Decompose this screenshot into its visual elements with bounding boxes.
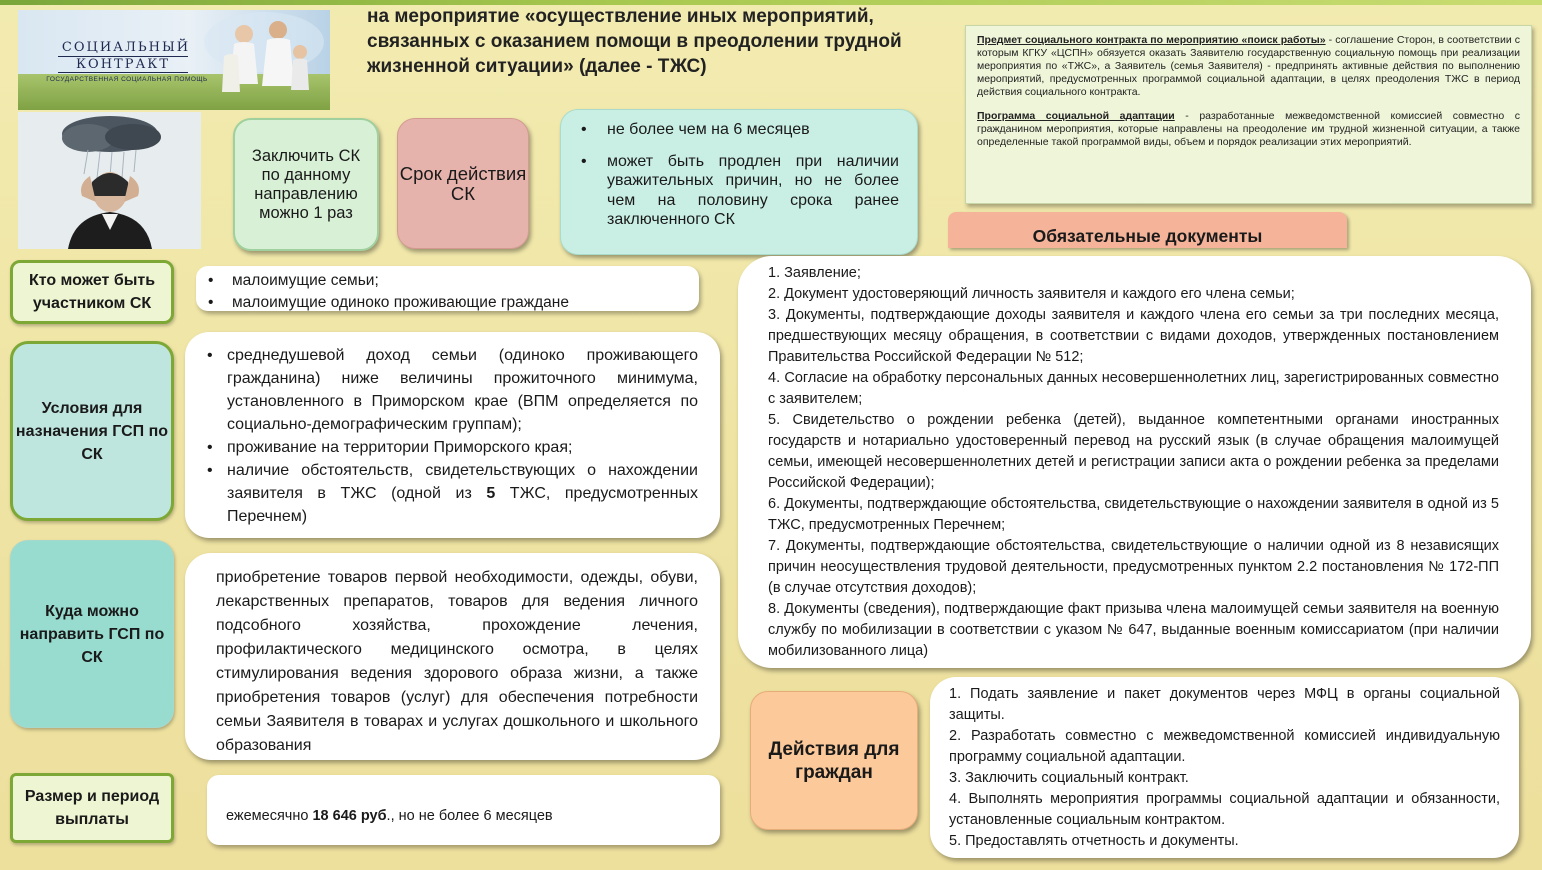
condition-item: • среднедушевой доход семьи (одиноко проживающего гражданина) ниже величины прожиточного минимума, установленного в Приморском крае (ВПМ определяется по социально-демографическим группам); [205, 344, 698, 436]
condition-text: ТЖС, предусмотренных Перечнем) [227, 485, 698, 525]
doc-item: 1. Заявление; [768, 265, 861, 281]
family-illustration [204, 12, 324, 108]
action-item: 4. Выполнять мероприятия программы социальной адаптации и обязанности, установленные социальным контрактом. [949, 791, 1500, 828]
action-item: 1. Подать заявление и пакет документов через МФЦ в органы социальной защиты. [949, 686, 1500, 723]
action-item: 5. Предоставлять отчетность и документы. [949, 833, 1239, 849]
doc-item: 5. Свидетельство о рождении ребенка (детей), выданное компетентными органами иностранных государств и нотариально удостоверенный перевод на русский язык (в случае обращения малоимущей семьи, имеющей несовершеннолетних детей и регистрации записи акта о рождении ребенка за пределами Российской Федерации); [768, 412, 1499, 491]
contract-subject-box [965, 25, 1532, 204]
term-item: • не более чем на 6 месяцев [579, 120, 899, 140]
actions-label [750, 691, 918, 830]
who-item: • малоимущие одиноко проживающие граждане [206, 292, 687, 314]
who-label [10, 260, 174, 324]
stressed-woman-photo [18, 112, 201, 249]
payment-size-content [207, 775, 720, 845]
logo-line-2: КОНТРАКТ [58, 56, 188, 73]
subject-term: Предмет социального контракта по мероприятию «поиск работы» [977, 34, 1326, 46]
subject-definition: - соглашение Сторон, в соответствии с которым КГКУ «ЦСПН» обязуется оказать Заявителю государственную социальную помощь при реализации мероприятия по «ТЖС», а Заявитель (семья Заявителя) - предпринять активные действия по выполнению мероприятий, предусмотренных программой социальной адаптации, в целях преодоления ТЖС в период действия социального контракта. [977, 34, 1520, 98]
doc-item: 7. Документы, подтверждающие обстоятельства, свидетельствующие о наличии одной из 8 независящих причин неосуществления трудовой деятельности, предусмотренных пунктом 2.2 постановления № 172-ПП (в случае отсутствия доходов); [768, 538, 1499, 596]
condition-count: 5 [486, 485, 496, 502]
required-docs-header: Обязательные документы [948, 212, 1347, 248]
payment-size-label [10, 773, 174, 843]
where-label [10, 540, 174, 728]
condition-item: • проживание на территории Приморского края; [205, 436, 698, 459]
social-contract-logo [18, 10, 330, 110]
actions-list [930, 677, 1519, 858]
term-list [579, 120, 899, 230]
conditions-list [205, 344, 698, 528]
conclude-once-box [233, 118, 379, 251]
doc-item: 4. Согласие на обработку персональных данных несовершеннолетних лиц, зарегистрированных совместно с заявителем; [768, 370, 1499, 407]
program-definition: - разработанные межведомственной комиссией совместно с гражданином мероприятия, которые направлены на преодоление им трудной жизненной ситуации, а также определенные такой программой виды, объем и порядок реализации этих мероприятий. [977, 110, 1520, 148]
subject-paragraph [977, 34, 1520, 99]
conclude-once-text: Заключить СК по данному направлению можно 1 раз [251, 146, 361, 222]
payment-text: ., но не более 6 месяцев [386, 808, 553, 824]
logo-line-3: ГОСУДАРСТВЕННАЯ СОЦИАЛЬНАЯ ПОМОЩЬ [46, 76, 208, 83]
action-item: 3. Заключить социальный контракт. [949, 770, 1189, 786]
payment-size-label-text: Размер и период выплаты [24, 788, 160, 828]
where-label-text: Куда можно направить ГСП по СК [19, 602, 165, 666]
doc-item: 3. Документы, подтверждающие доходы заявителя и каждого члена его семьи за три последних месяца, предшествующих месяцу обращения, в соответствии с видами доходов, утвержденных постановлением Правительства Российской Федерации № 512; [768, 307, 1499, 365]
condition-text: наличие обстоятельств, свидетельствующих о нахождении заявителя в ТЖС (одной из [227, 462, 698, 502]
program-term: Программа социальной адаптации [977, 110, 1175, 122]
conditions-content [185, 332, 720, 538]
contract-term-details [560, 109, 918, 255]
doc-item: 6. Документы, подтверждающие обстоятельства, свидетельствующие о нахождении заявителя в одной из 5 ТЖС, предусмотренных Перечнем; [768, 496, 1499, 533]
where-content: приобретение товаров первой необходимости, одежды, обуви, лекарственных препаратов, товаров для ведения личного подсобного хозяйства, прохождение лечения, профилактического медицинского осмотра, в целях стимулирования ведения здорового образа жизни, а также приобретения товаров (услуг) для обеспечения потребности семьи Заявителя в товарах и услугах дошкольного и школьного образования [185, 553, 720, 760]
required-docs-list [738, 256, 1531, 668]
stressed-woman-illustration [18, 112, 201, 249]
who-item: • малоимущие семьи; [206, 270, 687, 292]
conditions-label-text: Условия для назначения ГСП по СК [15, 399, 169, 463]
action-item: 2. Разработать совместно с межведомственной комиссией индивидуальную программу социальной адаптации. [949, 728, 1500, 765]
who-content [196, 266, 699, 311]
term-item: • может быть продлен при наличии уважительных причин, но не более чем на половину срока ранее заключенного СК [579, 152, 899, 230]
contract-term-text: Срок действия СК [399, 162, 527, 204]
condition-item [205, 459, 698, 528]
actions-label-text: Действия для граждан [768, 738, 900, 783]
program-paragraph [977, 110, 1520, 149]
payment-text: ежемесячно [226, 808, 313, 824]
conditions-label [10, 341, 174, 521]
logo-line-1: СОЦИАЛЬНЫЙ [61, 40, 191, 55]
payment-amount: 18 646 руб [312, 808, 387, 824]
who-list [206, 270, 687, 314]
doc-item: 8. Документы (сведения), подтверждающие факт призыва члена малоимущей семьи заявителя на военную службу по мобилизации в соответствии с указом № 647, выданные военным комиссариатом (при наличии мобилизованного лица) [768, 601, 1499, 659]
who-label-text: Кто может быть участником СК [28, 272, 156, 312]
doc-item: 2. Документ удостоверяющий личность заявителя и каждого его члена семьи; [768, 286, 1295, 302]
page-title: на мероприятие «осуществление иных мероприятий, связанных с оказанием помощи в преодолении трудной жизненной ситуации» (далее - ТЖС) [367, 6, 902, 77]
contract-term-label [397, 118, 529, 249]
